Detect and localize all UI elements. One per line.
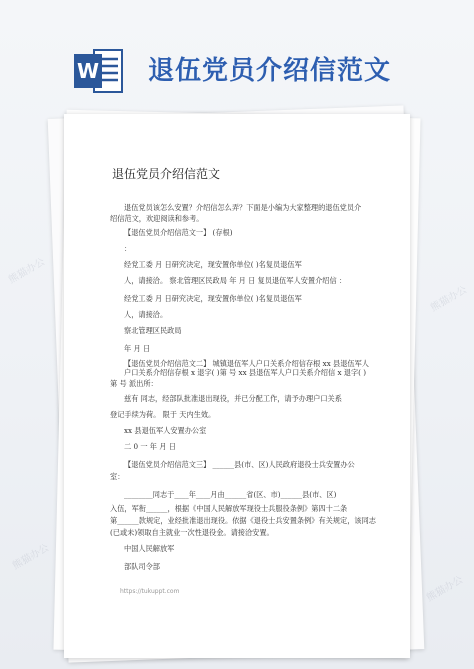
paragraph-line: 人，请接洽。 xyxy=(124,310,168,319)
svg-text:W: W xyxy=(76,59,100,83)
paragraph-line: ________同志于____年____月由______省(区、市)______县(市、区) xyxy=(124,490,337,499)
paragraph-line: 中国人民解放军 xyxy=(124,544,175,553)
paragraph-line: 第 号 派出所： xyxy=(110,379,158,388)
watermark-text: 熊猫办公 xyxy=(10,542,52,572)
paragraph-line: 经党工委 月 日研究决定，现安置你单位( )名复员退伍军 xyxy=(124,294,302,303)
paragraph-line: 年 月 日 xyxy=(124,344,151,353)
header xyxy=(0,0,474,120)
paragraph-line: 察北管理区民政局 xyxy=(124,326,182,335)
paragraph-line: 第______款规定，业经批准退出现役。依据《退役士兵安置条例》有关规定，该同志 xyxy=(110,516,376,525)
paragraph-line: 部队司令部 xyxy=(124,562,160,571)
paragraph-line: 【退伍党员介绍信范文一】 (存根) xyxy=(124,228,233,237)
paragraph-line: 【退伍党员介绍信范文二】 城镇退伍军人户口关系介绍信存根 xx 县退伍军人户口关系介绍信存根 x 退字( )第 号 xx 县退伍军人户口关系介绍信 x 退字( ) xyxy=(124,359,369,377)
paragraph-line: 入伍，军衔______，根据《中国人民解放军现役士兵服役条例》第四十二条 xyxy=(110,504,348,513)
paragraph-line: 经党工委 月 日研究决定，现安置你单位( )名复员退伍军 xyxy=(124,260,302,269)
paragraph-line: 人，请接洽。 察北管理区民政局 年 月 日 复员退伍军人安置介绍信 ： xyxy=(124,276,347,285)
paragraph-line: (已或未)领取自主就业一次性退役金。请接洽安置。 xyxy=(110,528,274,537)
document-title: 退伍党员介绍信范文 xyxy=(112,167,221,181)
paragraph-line: 室： xyxy=(110,472,125,481)
paragraph-line: 兹有 同志，经部队批准退出现役，并已分配工作，请予办理户口关系 xyxy=(124,394,342,403)
page-title: 退伍党员介绍信范文 xyxy=(148,56,392,86)
watermark-text: 熊猫办公 xyxy=(428,284,470,314)
source-url: https://tukuppt.com xyxy=(120,588,180,595)
paragraph-line: 【退伍党员介绍信范文三】 ______县(市、区)人民政府退役士兵安置办公 xyxy=(124,460,355,469)
paragraph-line: 退伍党员该怎么安置？介绍信怎么弄？下面是小编为大家整理的退伍党员介 xyxy=(124,203,362,212)
paragraph-line: 二 0 一 年 月 日 xyxy=(124,442,176,451)
paragraph-line: 登记手续为荷。 限于 天内生效。 xyxy=(110,410,216,419)
paragraph-line: xx 县退伍军人安置办公室 xyxy=(124,426,207,435)
watermark-text: 熊猫办公 xyxy=(6,256,48,286)
word-doc-icon xyxy=(72,46,124,96)
document-page xyxy=(64,114,410,658)
watermark-text: 熊猫办公 xyxy=(424,574,466,604)
paragraph-line: 绍信范文，欢迎阅读和参考。 xyxy=(110,214,204,223)
paragraph-line: ： xyxy=(124,244,132,253)
